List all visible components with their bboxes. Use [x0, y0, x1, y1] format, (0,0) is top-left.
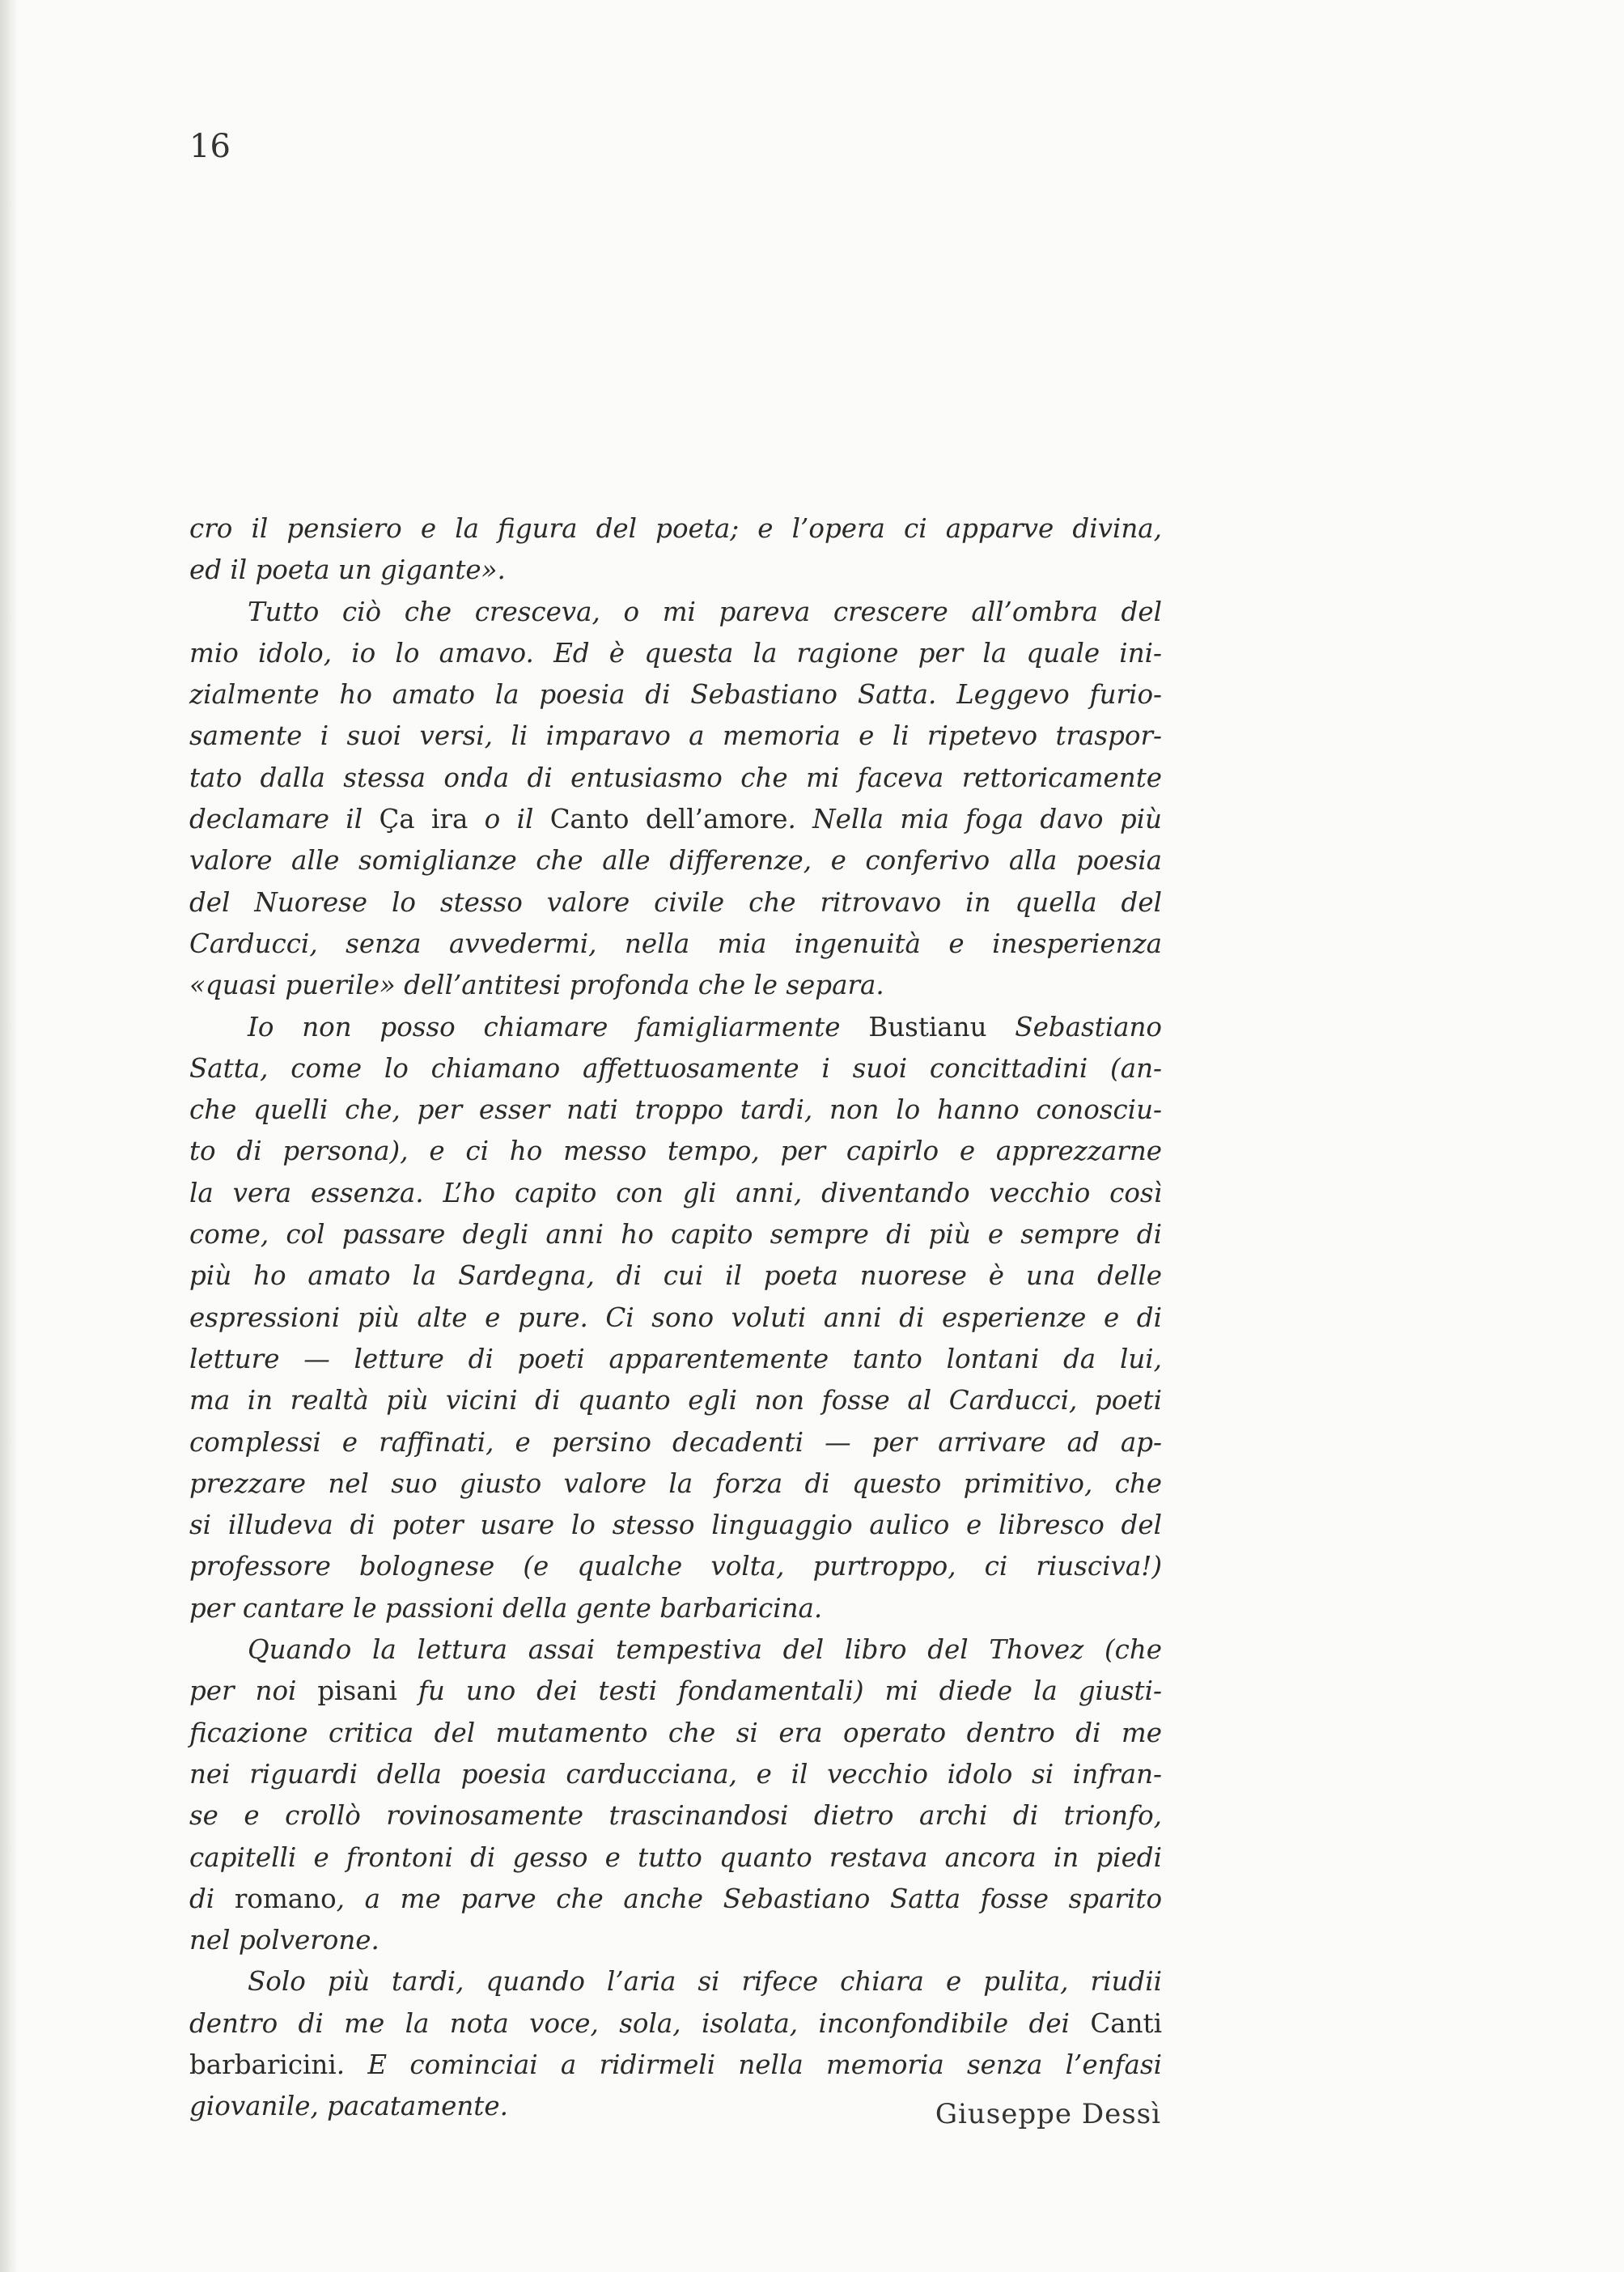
- body-text: dentro di me la nota voce, sola, isolata, inconfondibile dei: [189, 2007, 1091, 2039]
- body-text: valore alle somiglianze che alle differenze, e conferivo alla poesia: [189, 845, 1162, 877]
- body-text: zialmente ho amato la poesia di Sebastiano Satta. Leggevo furio-: [189, 679, 1162, 711]
- text-line: [189, 840, 1162, 881]
- body-text: di: [189, 1883, 235, 1914]
- body-text: to di persona), e ci ho messo tempo, per capirlo e apprezzarne: [189, 1136, 1162, 1167]
- title-text: Canti: [1090, 2007, 1162, 2039]
- body-text: Sebastiano: [986, 1011, 1162, 1043]
- body-text: espressioni più alte e pure. Ci sono voluti anni di esperienze e di: [189, 1302, 1162, 1333]
- text-line: [189, 674, 1162, 716]
- text-line: [189, 1463, 1162, 1505]
- text-line: [189, 882, 1162, 924]
- text-line: [189, 1505, 1162, 1546]
- text-line: [189, 1173, 1162, 1214]
- body-text: giovanile, pacatamente.: [189, 2091, 508, 2122]
- essay-text: [189, 508, 1162, 2128]
- text-line: [189, 1422, 1162, 1463]
- text-line: [189, 2045, 1162, 2086]
- body-text: per noi: [189, 1675, 318, 1707]
- text-line: [189, 550, 1162, 591]
- page-number: 16: [189, 128, 231, 165]
- text-line: [189, 1920, 1162, 1961]
- text-line: [189, 1588, 1162, 1629]
- body-text: declamare il: [189, 804, 379, 835]
- body-text: si illudeva di poter usare lo stesso linguaggio aulico e libresco del: [189, 1510, 1162, 1541]
- text-line: [189, 1339, 1162, 1380]
- text-line: [189, 1713, 1162, 1754]
- body-text: prezzare nel suo giusto valore la forza di questo primitivo, che: [189, 1467, 1162, 1499]
- body-text: o il: [468, 804, 550, 835]
- text-line: [189, 592, 1162, 633]
- body-text: mio idolo, io lo amavo. Ed è questa la ragione per la quale ini-: [189, 637, 1162, 669]
- text-line: [189, 924, 1162, 965]
- text-line: [189, 1380, 1162, 1421]
- body-text: del Nuorese lo stesso valore civile che ritrovavo in quella del: [189, 886, 1162, 918]
- text-line: [189, 1795, 1162, 1837]
- body-text: come, col passare degli anni ho capito sempre di più e sempre di: [189, 1219, 1162, 1251]
- body-text: cro il pensiero e la figura del poeta; e l’opera ci apparve divina,: [189, 513, 1162, 544]
- text-line: [189, 1879, 1162, 1920]
- body-text: tato dalla stessa onda di entusiasmo che mi faceva rettoricamente: [189, 762, 1162, 793]
- title-text: Ça ira: [379, 804, 469, 835]
- body-text: la vera essenza. L’ho capito con gli anni, diventando vecchio così: [189, 1177, 1162, 1208]
- text-line: [189, 716, 1162, 757]
- body-text: professore bolognese (e qualche volta, purtroppo, ci riusciva!): [189, 1551, 1162, 1582]
- title-text: pisani: [317, 1675, 397, 1707]
- body-text: capitelli e frontoni di gesso e tutto quanto restava ancora in piedi: [189, 1841, 1162, 1873]
- text-line: [189, 1837, 1162, 1879]
- body-text: nel polverone.: [189, 1925, 379, 1956]
- text-line: [189, 1007, 1162, 1048]
- text-line: [189, 1297, 1162, 1339]
- text-line: [189, 508, 1162, 550]
- body-text: Io non posso chiamare famigliarmente: [248, 1011, 869, 1043]
- body-text: Quando la lettura assai tempestiva del libro del Thovez (che: [248, 1634, 1162, 1666]
- text-line: [189, 1089, 1162, 1131]
- text-line: [189, 965, 1162, 1006]
- body-text: ma in realtà più vicini di quanto egli non fosse al Carducci, poeti: [189, 1385, 1162, 1416]
- title-text: romano: [234, 1883, 337, 1914]
- text-line: [189, 1754, 1162, 1795]
- text-line: [189, 1546, 1162, 1587]
- text-line: [189, 1214, 1162, 1255]
- body-text: più ho amato la Sardegna, di cui il poeta nuorese è una delle: [189, 1260, 1162, 1292]
- body-text: . E cominciai a ridirmeli nella memoria senza l’enfasi: [336, 2049, 1162, 2080]
- body-text: se e crollò rovinosamente trascinandosi dietro archi di trionfo,: [189, 1800, 1162, 1832]
- text-line: [189, 1671, 1162, 1712]
- body-text: samente i suoi versi, li imparavo a memoria e li ripetevo traspor-: [189, 720, 1162, 752]
- text-line: [189, 1961, 1162, 2002]
- body-text: complessi e raffinati, e persino decadenti — per arrivare ad ap-: [189, 1426, 1162, 1458]
- body-text: per cantare le passioni della gente barbaricina.: [189, 1592, 823, 1624]
- body-text: nei riguardi della poesia carducciana, e il vecchio idolo si infran-: [189, 1758, 1162, 1790]
- text-line: [189, 1048, 1162, 1089]
- body-text: . Nella mia foga davo più: [787, 804, 1162, 835]
- body-text: Carducci, senza avvedermi, nella mia ingenuità e inesperienza: [189, 928, 1162, 959]
- body-text: letture — letture di poeti apparentemente tanto lontani da lui,: [189, 1343, 1162, 1374]
- text-line: [189, 1131, 1162, 1172]
- text-line: [189, 1629, 1162, 1671]
- author-signature: Giuseppe Dessì: [935, 2098, 1161, 2130]
- body-text: «quasi puerile» dell’antitesi profonda che le separa.: [189, 970, 884, 1001]
- body-text: , a me parve che anche Sebastiano Satta fosse sparito: [336, 1883, 1163, 1914]
- text-line: [189, 633, 1162, 674]
- page-fold-shadow: [0, 0, 18, 2272]
- body-text: Satta, come lo chiamano affettuosamente i suoi concittadini (an-: [189, 1052, 1162, 1084]
- title-text: Bustianu: [868, 1011, 987, 1043]
- text-line: [189, 2003, 1162, 2045]
- body-text: Tutto ciò che cresceva, o mi pareva crescere all’ombra del: [248, 596, 1162, 627]
- body-text: fu uno dei testi fondamentali) mi diede la giusti-: [396, 1675, 1162, 1707]
- text-line: [189, 799, 1162, 840]
- text-line: [189, 758, 1162, 799]
- body-text: ficazione critica del mutamento che si era operato dentro di me: [189, 1717, 1162, 1748]
- title-text: barbaricini: [189, 2049, 337, 2080]
- body-text: che quelli che, per esser nati troppo tardi, non lo hanno conosciu-: [189, 1094, 1162, 1126]
- body-text: ed il poeta un gigante».: [189, 554, 506, 586]
- body-text: Solo più tardi, quando l’aria si rifece chiara e pulita, riudii: [248, 1966, 1162, 1998]
- text-line: [189, 1255, 1162, 1297]
- title-text: Canto dell’amore: [549, 804, 788, 835]
